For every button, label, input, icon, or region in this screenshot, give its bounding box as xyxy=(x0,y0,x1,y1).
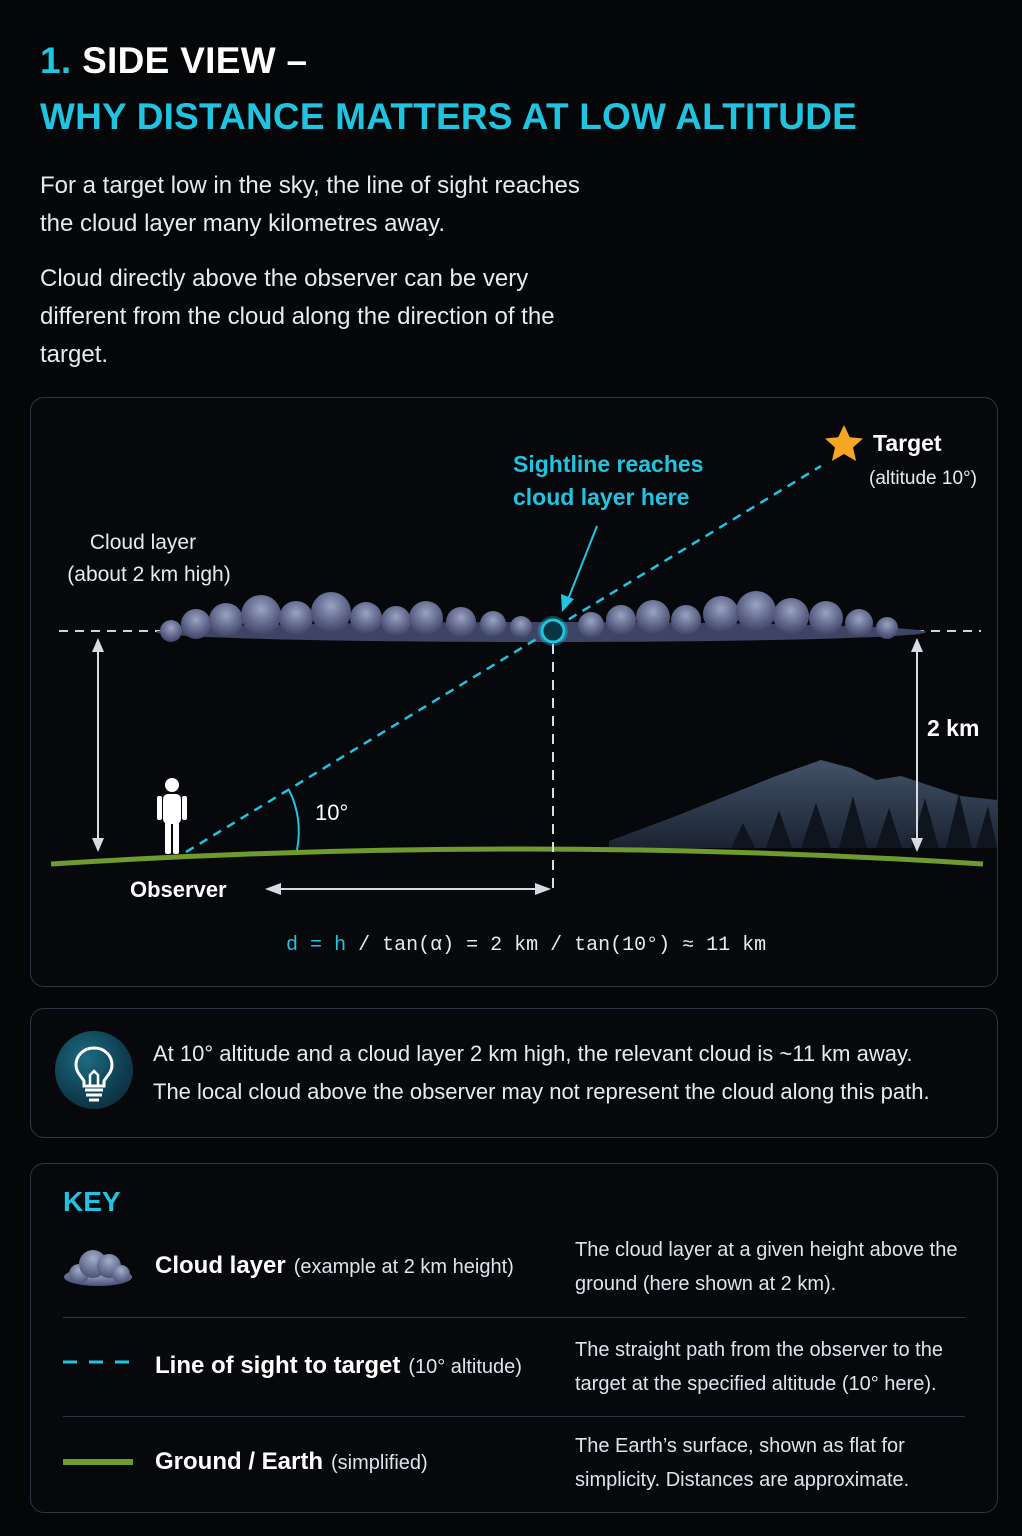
title-line1: SIDE VIEW – xyxy=(82,40,308,81)
insight-line-2: The local cloud above the observer may not represent the cloud along this path. xyxy=(153,1079,930,1104)
target-star-icon xyxy=(825,425,863,461)
formula-h: h xyxy=(334,934,347,957)
key-sightline-label: Line of sight to target xyxy=(155,1352,401,1379)
angle-label: 10° xyxy=(315,800,349,825)
key-cloud-desc: The cloud layer at a given height above the ground (here shown at 2 km). xyxy=(575,1239,958,1295)
cloud-layer-height-label: (about 2 km high) xyxy=(67,563,231,586)
angle-arc xyxy=(289,790,299,850)
key-panel xyxy=(30,1163,998,1513)
callout-label-line1: Sightline reaches xyxy=(513,451,704,477)
intersection-point xyxy=(542,620,564,642)
ground-line xyxy=(51,849,983,864)
section-number: 1. xyxy=(40,40,72,81)
observer-label: Observer xyxy=(130,877,227,902)
formula-d: d xyxy=(286,934,299,957)
formula-equals: = xyxy=(310,934,323,957)
page-subtitle: WHY DISTANCE MATTERS AT LOW ALTITUDE xyxy=(40,96,858,137)
key-row-ground xyxy=(63,1429,965,1509)
observer-icon xyxy=(157,778,187,854)
intro-paragraph-1: For a target low in the sky, the line of sight reaches the cloud layer many kilometres away. xyxy=(40,172,580,237)
insight-text xyxy=(153,1035,930,1111)
distance-formula xyxy=(286,934,766,957)
diagram-canvas xyxy=(31,398,997,986)
callout-label-line2: cloud layer here xyxy=(513,484,690,510)
side-view-diagram xyxy=(30,397,998,987)
callout-arrow-line xyxy=(567,526,597,602)
key-ground-note: (simplified) xyxy=(331,1452,428,1474)
target-label: Target xyxy=(873,430,942,456)
key-row-sightline xyxy=(63,1334,965,1424)
dashed-line-icon xyxy=(63,1358,133,1366)
key-ground-label: Ground / Earth xyxy=(155,1448,323,1475)
key-ground-desc: The Earth’s surface, shown as flat for simplicity. Distances are approximate. xyxy=(575,1435,910,1491)
key-sightline-desc: The straight path from the observer to the target at the specified altitude (10° here). xyxy=(575,1339,943,1395)
key-divider-1 xyxy=(63,1317,965,1318)
key-title: KEY xyxy=(63,1186,121,1217)
insight-callout xyxy=(30,1008,998,1138)
sightline xyxy=(186,466,821,852)
mountains xyxy=(609,760,997,848)
formula-rest: / tan(α) = 2 km / tan(10°) ≈ 11 km xyxy=(358,934,767,957)
intro-paragraph-2: Cloud directly above the observer can be very different from the cloud along the direction of the target. xyxy=(40,265,555,368)
insight-line-1: At 10° altitude and a cloud layer 2 km high, the relevant cloud is ~11 km away. xyxy=(153,1041,913,1066)
key-row-cloud xyxy=(63,1234,965,1324)
cloud-layer-label: Cloud layer xyxy=(89,531,197,554)
key-sightline-note: (10° altitude) xyxy=(408,1356,522,1378)
page-title xyxy=(40,40,307,82)
key-cloud-note: (example at 2 km height) xyxy=(293,1256,514,1278)
callout-arrow-head xyxy=(561,594,574,612)
ground-line-icon xyxy=(63,1458,133,1466)
height-label: 2 km xyxy=(927,715,980,741)
target-altitude-label: (altitude 10°) xyxy=(869,468,977,489)
lightbulb-icon xyxy=(55,1031,133,1109)
key-cloud-label: Cloud layer xyxy=(155,1252,286,1279)
key-divider-2 xyxy=(63,1416,965,1417)
cloud-icon xyxy=(63,1244,133,1288)
